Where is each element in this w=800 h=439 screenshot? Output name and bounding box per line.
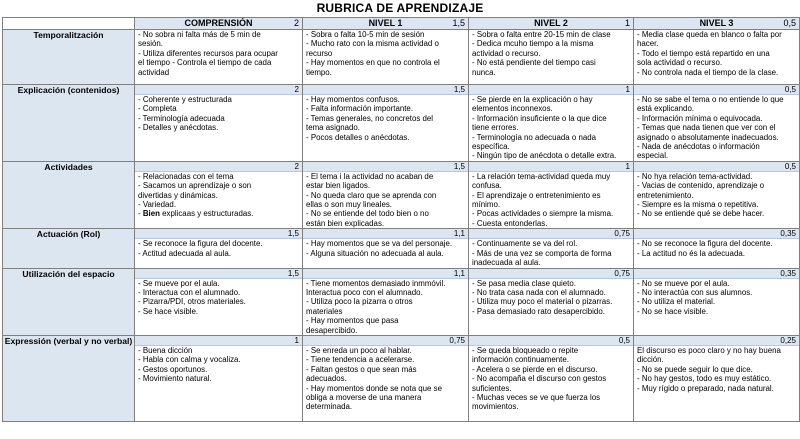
cell-line: - Siempre es la misma o repetitiva. (637, 200, 759, 210)
header-comprension (135, 18, 303, 30)
cell-score: 1,5 (135, 269, 302, 279)
cell-line: - Interactua con el alumnado. (138, 287, 241, 297)
cell-line: - Cuesta entonderlas. (472, 218, 548, 228)
cell-score: 1 (135, 336, 302, 346)
rubric-cell (634, 30, 800, 85)
cell-line: desapercibido. (306, 325, 358, 335)
cell-line: - Hay momentos que pasa (306, 316, 399, 326)
cell-line: - No se mueve por el aula. (637, 278, 730, 288)
cell-line: - Continuamente se va del rol. (472, 239, 578, 249)
cell-line: entretenimiento. (637, 190, 694, 200)
cell-line: - La actitud no és la adecuada. (637, 248, 745, 258)
cell-line: - Ningún tipo de anécdota o detalle extra. (472, 151, 617, 161)
cell-line: nunca. (472, 67, 496, 77)
cell-text (303, 30, 468, 77)
cell-line: tiempo. (306, 67, 332, 77)
header-label: NIVEL 2 (534, 18, 568, 28)
cell-score: 0,75 (469, 229, 633, 239)
cell-score: 1,1 (303, 229, 468, 239)
cell-line: actividad (138, 67, 170, 77)
header-label: COMPRENSIÓN (184, 18, 253, 28)
cell-line: estar bien ligados. (306, 181, 371, 191)
header-nivel-2 (469, 18, 634, 30)
rubric-table (2, 17, 800, 422)
cell-line: - Coherente y estructurada (138, 95, 232, 104)
cell-line: - Se reconoce la figura del docente. (138, 239, 263, 249)
header-score: 1 (624, 18, 630, 28)
rubric-cell (135, 161, 303, 228)
header-nivel-1 (303, 18, 469, 30)
cell-line: actividad o recurso. (472, 48, 541, 58)
rubric-cell (303, 229, 469, 268)
line-prefix: - (138, 209, 143, 219)
cell-line: - Muy rígido o preparado, nada natural. (637, 383, 774, 393)
cell-text (469, 279, 633, 317)
cell-line: está explicando. (637, 104, 695, 114)
cell-line: - Relacionadas con el tema (138, 171, 234, 181)
cell-text (135, 172, 302, 219)
header-score: 1,5 (452, 18, 465, 28)
cell-line: - Temas generales, no concretos del (306, 113, 434, 123)
cell-score: 0,5 (634, 162, 799, 172)
cell-line: - No trata casa nada con el alumnado. (472, 287, 606, 297)
cell-line: suficientes. (472, 383, 512, 393)
cell-line: - Información mínima o equivocada. (637, 113, 763, 123)
cell-score: 0,35 (634, 229, 799, 239)
header-label: NIVEL 3 (699, 18, 734, 28)
cell-line: - Tiene tendencia a acelerarse. (306, 355, 415, 365)
cell-line: mínimo. (472, 200, 501, 210)
cell-line: - Se queda bloqueado o repite (472, 345, 579, 355)
cell-line: especial. (637, 151, 669, 161)
cell-line: - Dedica mcuho tiempo a la misma (472, 39, 594, 49)
cell-line: elementos inconnexos. (472, 104, 553, 114)
cell-line: - No se hace visible. (637, 306, 709, 316)
rubric-cell (135, 30, 303, 85)
cell-line: - Tiene momentos demasiado inmmóvil. (306, 278, 446, 288)
line-rest: explicaas y estructuradas. (159, 209, 254, 219)
cell-score: 1,5 (135, 229, 302, 239)
cell-line: - Vacias de contenido, aprendizaje o (637, 181, 765, 191)
cell-line: determinada. (306, 402, 353, 412)
cell-line: asignado o absolutamente inadecuados. (637, 132, 779, 142)
cell-line: - Hay momentos confusos. (306, 95, 400, 104)
header-score: 2 (293, 18, 299, 28)
cell-line: - Actitud adecuada al aula. (138, 248, 231, 258)
cell-line: - Se mueve por el aula. (138, 278, 220, 288)
rubric-cell (469, 85, 634, 162)
cell-line: adecuados. (306, 374, 347, 384)
cell-score: 0,75 (303, 336, 468, 346)
cell-line: - El aprendizaje o entretenimiento es (472, 190, 601, 200)
cell-text (469, 172, 633, 228)
cell-line: materiales (306, 306, 343, 316)
cell-text (303, 172, 468, 228)
cell-score: 0,25 (634, 336, 799, 346)
cell-score: 1,5 (303, 162, 468, 172)
cell-line: El discurso es poco claro y no hay buena (637, 345, 781, 355)
cell-line: - Terminología adecuada (138, 113, 225, 123)
criterion-label: Actuación (Rol) (3, 229, 135, 268)
rubric-cell (634, 268, 800, 335)
criterion-label: Explicación (contenidos) (3, 85, 135, 162)
rubric-cell (135, 335, 303, 421)
cell-text (303, 279, 468, 335)
rubric-cell (135, 229, 303, 268)
criterion-label: Actividades (3, 161, 135, 228)
cell-line: - No utiliza el material. (637, 297, 716, 307)
cell-line: - Hay momentos en que no controla el (306, 58, 440, 68)
cell-score: 0,35 (634, 269, 799, 279)
cell-line: específica. (472, 142, 510, 152)
cell-score: 0,75 (469, 269, 633, 279)
cell-line: inadecuada al aula. (472, 258, 541, 268)
cell-text (135, 95, 302, 133)
line-bold: Bien (142, 209, 160, 219)
cell-line: - No se sabe el tema o no entiende lo que (637, 95, 784, 104)
rubric-row (3, 30, 800, 85)
cell-line: - Acelera o se pierde en el discurso. (472, 364, 598, 374)
cell-score: 1,5 (303, 85, 468, 95)
cell-line: - Muchas veces se ve que fuerza los (472, 392, 601, 402)
rubric-cell (303, 335, 469, 421)
cell-line: - Se pasa media clase quieto. (472, 278, 576, 288)
header-label: NIVEL 1 (368, 18, 403, 28)
rubric-cell (469, 268, 634, 335)
cell-line: Interactua poco con el alumnado. (306, 287, 423, 297)
cell-line: confusa. (472, 181, 502, 191)
rubric-cell (303, 268, 469, 335)
cell-score: 2 (135, 162, 302, 172)
cell-line: - No se reconoce la figura del docente. (637, 239, 773, 249)
cell-line: - Se hace visible. (138, 306, 199, 316)
cell-text (634, 279, 799, 317)
cell-line: - Hay momentos donde se nota que se (306, 383, 442, 393)
cell-line: dicción. (637, 355, 664, 365)
cell-line: - No queda claro que se aprenda con (306, 190, 437, 200)
cell-line: - Sobra o falta 10-5 min de sesión (306, 30, 425, 39)
cell-line: - Gestos oportunos. (138, 364, 208, 374)
cell-line: tema asignado. (306, 123, 360, 133)
rubric-cell (469, 335, 634, 421)
cell-line: sola actividad o recurso. (637, 58, 723, 68)
cell-line: - Detalles y anécdotas. (138, 123, 219, 133)
rubric-row (3, 335, 800, 421)
cell-line: - Terminología no adecuada o nada (472, 132, 597, 142)
cell-line: - Habla con calma y vocaliza. (138, 355, 241, 365)
cell-line: - Completa (138, 104, 177, 114)
cell-line (138, 209, 299, 218)
rubric-cell (303, 161, 469, 228)
cell-text (634, 95, 799, 161)
cell-text (469, 30, 633, 77)
cell-line: - Pizarra/PDI, otros materiales. (138, 297, 246, 307)
cell-line: - Sacamos un aprendizaje o son (138, 181, 252, 191)
cell-line: - Variedad. (138, 200, 177, 210)
rubric-cell (634, 335, 800, 421)
cell-line: - Utiliza diferentes recursos para ocupar (138, 48, 278, 58)
cell-line: movimientos. (472, 402, 519, 412)
rubric-cell (634, 161, 800, 228)
cell-line: - Pocos detalles o anécdotas. (306, 132, 410, 142)
cell-line: divertidas y dinámicas. (138, 190, 218, 200)
cell-text (135, 239, 302, 258)
cell-text (634, 30, 799, 77)
header-score: 0,5 (783, 18, 796, 28)
cell-line: - La relación tema-actividad queda muy (472, 171, 611, 181)
cell-line: - Más de una vez se comporta de forma (472, 248, 612, 258)
cell-line: - Pasa demasiado rato desapercibido. (472, 306, 605, 316)
cell-line: - Todo el tiempo está repartido en una (637, 48, 770, 58)
criterion-label: Expressión (verbal y no verbal) (3, 335, 135, 421)
page-title: RUBRICA DE APRENDIZAJE (316, 1, 484, 15)
cell-text (634, 172, 799, 219)
cell-line: - No se puede seguir lo que dice. (637, 364, 753, 374)
cell-line: - Utiliza poco la pizarra o otros (306, 297, 413, 307)
rubric-body (3, 30, 800, 422)
rubric-cell (303, 30, 469, 85)
rubric-cell (634, 85, 800, 162)
criterion-label: Utilización del espacio (3, 268, 135, 335)
cell-line: recurso (306, 48, 333, 58)
criterion-label: Temporalitzación (3, 30, 135, 85)
cell-line: - No hya relación tema-actividad. (637, 171, 753, 181)
cell-line: - Nada de anécdotas o información (637, 142, 760, 152)
cell-line: el tiempo - Controla el tiempo de cada (138, 58, 272, 68)
rubric-row (3, 268, 800, 335)
rubric-row (3, 161, 800, 228)
cell-line: información continuamente. (472, 355, 569, 365)
cell-line: - Sobra o falta entre 20-15 min de clase (472, 30, 611, 39)
cell-line: - No está pendiente del tiempo casi (472, 58, 596, 68)
cell-line: - Mucho rato con la misma actividad o (306, 39, 439, 49)
rubric-row (3, 85, 800, 162)
cell-line: - Hay momentos que se va del personaje. (306, 239, 453, 249)
cell-text (469, 95, 633, 161)
cell-score: 0,5 (469, 336, 633, 346)
header-row (3, 18, 800, 30)
cell-line: - Media clase queda en blanco o falta por (637, 30, 782, 39)
cell-line: obliga a moverse de una manera (306, 392, 422, 402)
rubric-cell (469, 229, 634, 268)
cell-text (469, 239, 633, 267)
cell-line: ellas o son muy lineales. (306, 200, 392, 210)
cell-line: sesión. (138, 39, 164, 49)
cell-line: tiene errores. (472, 123, 519, 133)
cell-score: 1 (469, 162, 633, 172)
cell-line: - Pocas actividades o siempre la misma. (472, 209, 614, 219)
cell-text (634, 346, 799, 393)
cell-line: - Se pierde en la explicación o hay (472, 95, 593, 104)
header-nivel-3 (634, 18, 800, 30)
rubric-cell (469, 30, 634, 85)
cell-score: 0,5 (634, 85, 799, 95)
cell-text (634, 239, 799, 258)
rubric-row (3, 229, 800, 268)
cell-text (135, 346, 302, 384)
rubric-cell (634, 229, 800, 268)
cell-score: 2 (135, 85, 302, 95)
cell-line: - No acompaña el discurso con gestos (472, 374, 607, 384)
cell-line: - Información insuficiente o la que dice (472, 113, 607, 123)
cell-line: - Temas que nada tienen que ver con el (637, 123, 776, 133)
cell-text (303, 239, 468, 258)
cell-line: - No hay gestos, todo es muy estático. (637, 374, 772, 384)
cell-line: - Movimiento natural. (138, 374, 212, 384)
cell-line: - Falta información importante. (306, 104, 414, 114)
cell-line: - No se entiende qué se debe hacer. (637, 209, 765, 219)
cell-text (135, 30, 302, 77)
rubric-cell (303, 85, 469, 162)
cell-line: - No interactúa con sus alumnos. (637, 287, 753, 297)
cell-line: hacer. (637, 39, 659, 49)
cell-line: - No se entiende del todo bien o no (306, 209, 429, 219)
cell-text (469, 346, 633, 412)
cell-score: 1,1 (303, 269, 468, 279)
cell-line: están bien explicadas. (306, 218, 385, 228)
cell-text (135, 279, 302, 317)
cell-line: - Se enreda un poco al hablar. (306, 345, 412, 355)
cell-score: 1 (469, 85, 633, 95)
cell-text (303, 346, 468, 412)
rubric-cell (135, 85, 303, 162)
rubric-cell (469, 161, 634, 228)
cell-line: - Faltan gestos o que sean más (306, 364, 417, 374)
rubric-cell (135, 268, 303, 335)
cell-line: - Buena dicción (138, 345, 193, 355)
cell-text (303, 95, 468, 142)
header-corner (3, 18, 135, 30)
cell-line: - No sobra ni falta más de 5 min de (138, 30, 261, 39)
cell-line: - Alguna situación no adecuada al aula. (306, 248, 444, 258)
cell-line: - No controla nada el tiempo de la clase. (637, 67, 779, 77)
cell-line: - Utiliza muy poco el material o pizarras. (472, 297, 613, 307)
cell-line: - El tema i la actividad no acaban de (306, 171, 434, 181)
